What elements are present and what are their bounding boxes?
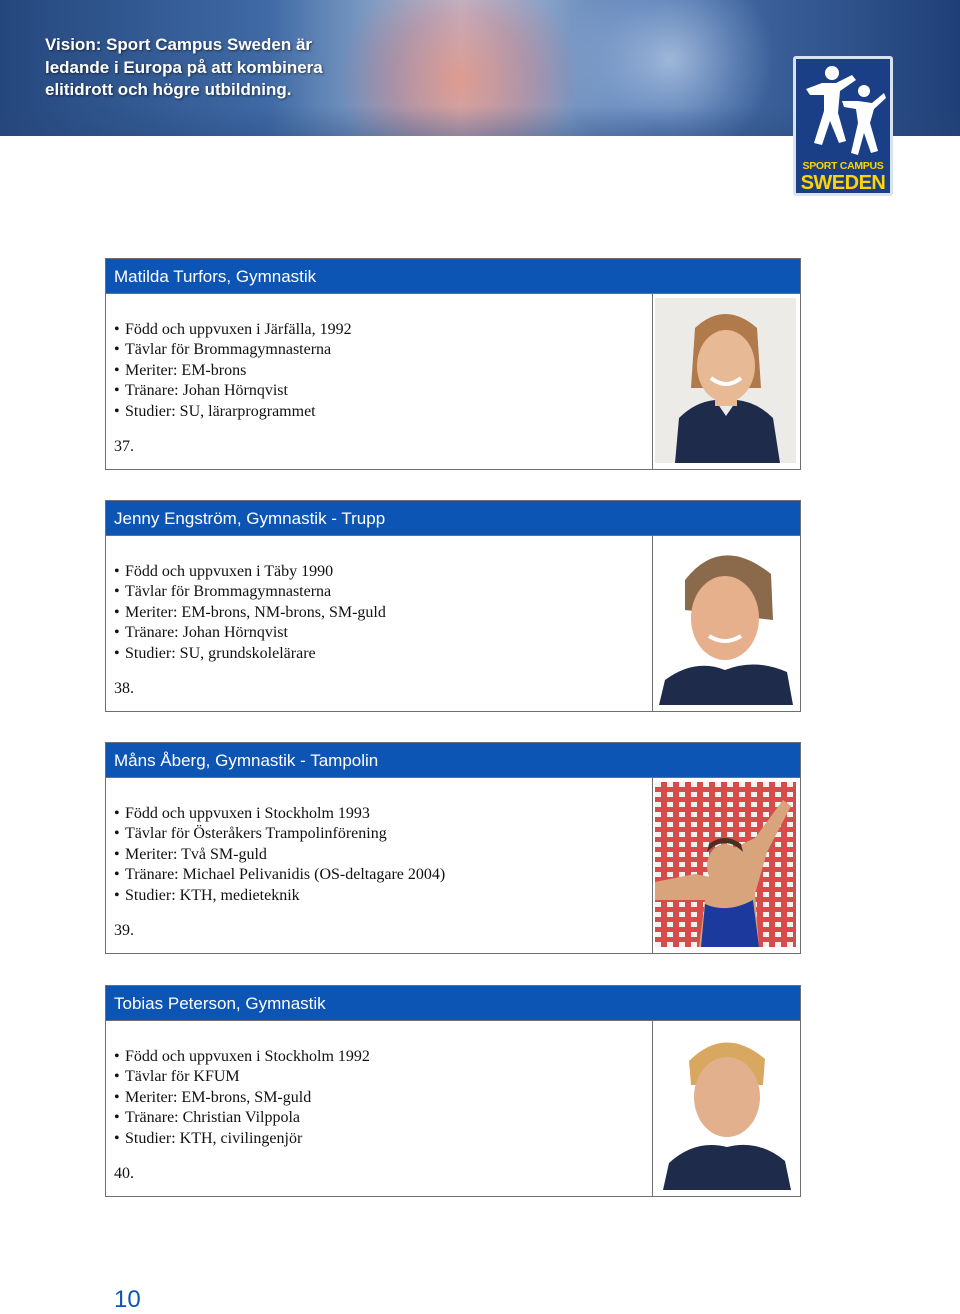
fact-item: • Tränare: Johan Hörnqvist — [114, 623, 386, 643]
fact-item: • Född och uppvuxen i Täby 1990 — [114, 562, 386, 582]
fact-item: • Meriter: EM-brons, SM-guld — [114, 1088, 370, 1108]
fact-item: • Studier: KTH, civilingenjör — [114, 1129, 370, 1149]
athlete-facts-list — [114, 1047, 370, 1149]
fact-item: • Född och uppvuxen i Järfälla, 1992 — [114, 320, 352, 340]
athlete-name: Måns Åberg, Gymnastik - Tampolin — [114, 751, 379, 770]
athlete-photo-cell — [653, 1021, 800, 1196]
tagline-line: ledande i Europa på att kombinera — [45, 57, 323, 77]
athlete-facts-list — [114, 804, 445, 906]
athlete-photo-cell — [653, 294, 800, 469]
athletes-silhouette-icon — [802, 63, 886, 159]
athlete-number: 40. — [114, 1165, 134, 1182]
tagline-line: Vision: Sport Campus Sweden är — [45, 35, 313, 54]
fact-item: • Meriter: EM-brons, NM-brons, SM-guld — [114, 603, 386, 623]
athlete-number: 39. — [114, 922, 134, 939]
logo-text-sweden: SWEDEN — [800, 172, 886, 194]
fact-item: • Tränare: Michael Pelivanidis (OS-deltagare 2004) — [114, 865, 445, 885]
page-number: 10 — [114, 1286, 141, 1313]
fact-item: • Tränare: Johan Hörnqvist — [114, 381, 352, 401]
fact-item: • Född och uppvuxen i Stockholm 1992 — [114, 1047, 370, 1067]
fact-item: • Tävlar för Österåkers Trampolinförening — [114, 824, 445, 844]
tagline-line: elitidrott och högre utbildning. — [45, 80, 292, 99]
fact-item: • Studier: SU, grundskolelärare — [114, 644, 386, 664]
fact-item: • Tränare: Christian Vilppola — [114, 1108, 370, 1128]
athlete-card-header — [106, 986, 800, 1021]
athlete-facts-list — [114, 320, 352, 422]
athlete-name: Matilda Turfors, Gymnastik — [114, 267, 317, 286]
athlete-info — [106, 1021, 653, 1196]
athlete-card-header — [106, 259, 800, 294]
athlete-card — [105, 742, 801, 954]
athlete-card-header — [106, 501, 800, 536]
fact-item: • Studier: KTH, medieteknik — [114, 886, 445, 906]
athlete-card — [105, 985, 801, 1197]
athlete-photo-cell — [653, 536, 800, 711]
fact-item: • Meriter: Två SM-guld — [114, 845, 445, 865]
fact-item: • Född och uppvuxen i Stockholm 1993 — [114, 804, 445, 824]
fact-item: • Meriter: EM-brons — [114, 361, 352, 381]
fact-item: • Tävlar för Brommagymnasterna — [114, 582, 386, 602]
fact-item: • Tävlar för Brommagymnasterna — [114, 340, 352, 360]
athlete-photo — [655, 782, 796, 947]
athlete-card-header — [106, 743, 800, 778]
athlete-photo-cell — [653, 778, 800, 953]
athlete-card — [105, 258, 801, 470]
athlete-name: Jenny Engström, Gymnastik - Trupp — [114, 509, 386, 528]
vision-tagline — [45, 34, 365, 102]
athlete-number: 38. — [114, 680, 134, 697]
fact-item: • Studier: SU, lärarprogrammet — [114, 402, 352, 422]
athlete-photo — [655, 298, 796, 463]
athlete-info — [106, 294, 653, 469]
logo-text-sport-campus: SPORT CAMPUS — [802, 160, 884, 172]
athlete-photo — [655, 540, 796, 705]
athlete-name: Tobias Peterson, Gymnastik — [114, 994, 326, 1013]
athlete-info — [106, 778, 653, 953]
athlete-photo — [655, 1025, 796, 1190]
athlete-card — [105, 500, 801, 712]
athlete-number: 37. — [114, 438, 134, 455]
fact-item: • Tävlar för KFUM — [114, 1067, 370, 1087]
sport-campus-sweden-logo — [793, 56, 893, 196]
athlete-info — [106, 536, 653, 711]
athlete-facts-list — [114, 562, 386, 664]
